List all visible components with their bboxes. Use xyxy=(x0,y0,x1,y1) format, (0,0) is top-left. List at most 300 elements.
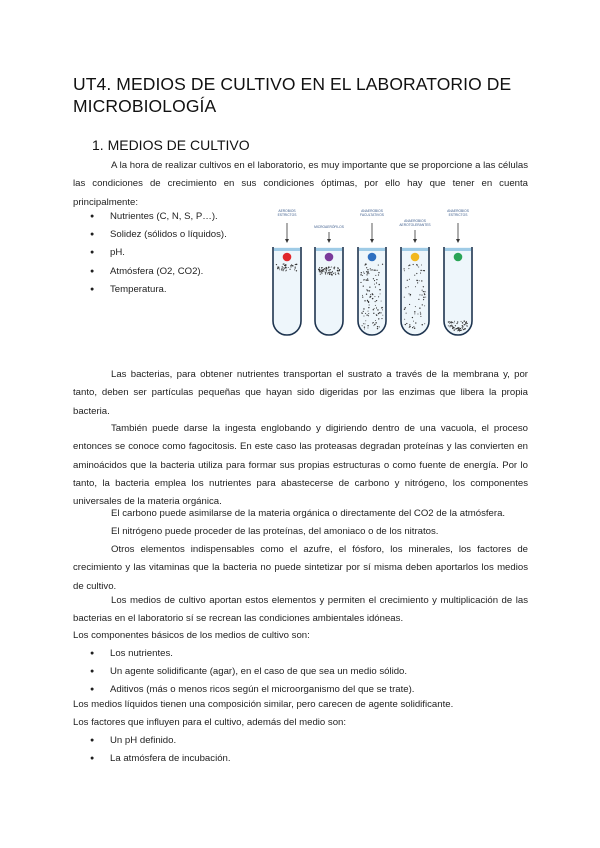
bacterial-growth-dot xyxy=(332,274,333,275)
bacterial-growth-dot xyxy=(374,269,375,270)
bacterial-growth-dot xyxy=(366,271,367,272)
intro-paragraph: A la hora de realizar cultivos en el laboratorio, es muy importante que se proporcione a las células las condiciones de crecimiento en sus condiciones óptimas, por ello hay que tener en cuenta principalmente: xyxy=(73,160,528,208)
bacterial-growth-dot xyxy=(424,293,425,294)
bacterial-growth-dot xyxy=(326,270,327,271)
bacterial-growth-dot xyxy=(331,274,332,275)
bacterial-growth-dot xyxy=(363,279,364,280)
bacterial-growth-dot xyxy=(466,325,467,326)
arrow-head xyxy=(285,239,289,243)
section-heading: 1. MEDIOS DE CULTIVO xyxy=(92,137,250,153)
bacterial-growth-dot xyxy=(374,308,375,309)
bacterial-growth-dot xyxy=(424,270,425,271)
bacterial-growth-dot xyxy=(409,304,410,305)
bacterial-growth-dot xyxy=(409,326,410,327)
bacterial-growth-dot xyxy=(283,270,284,271)
bacterial-growth-dot xyxy=(324,271,325,272)
bacterial-growth-dot xyxy=(282,266,283,267)
bacterial-growth-dot xyxy=(321,273,322,274)
medium-surface xyxy=(274,248,300,251)
bacterial-growth-dot xyxy=(323,269,324,270)
bacterial-growth-dot xyxy=(338,274,339,275)
bacterial-growth-dot xyxy=(360,282,361,283)
bacterial-growth-dot xyxy=(360,274,361,275)
bacterial-growth-dot xyxy=(332,272,333,273)
bacterial-growth-dot xyxy=(277,268,278,269)
bacterial-growth-dot xyxy=(289,269,290,270)
bacterial-growth-dot xyxy=(276,264,277,265)
bacterial-growth-dot xyxy=(376,308,377,309)
bacterial-growth-dot xyxy=(363,323,364,324)
bacterial-growth-dot xyxy=(291,264,292,265)
bacterial-growth-dot xyxy=(378,274,379,275)
bacterial-growth-dot xyxy=(368,307,369,308)
bacterial-growth-dot xyxy=(423,291,424,292)
bacterial-growth-dot xyxy=(362,275,363,276)
bacterial-growth-dot xyxy=(405,287,406,288)
bacterial-growth-dot xyxy=(281,270,282,271)
bacterial-growth-dot xyxy=(455,328,456,329)
bacterial-growth-dot xyxy=(424,323,425,324)
bacterial-growth-dot xyxy=(365,313,366,314)
bacterial-growth-dot xyxy=(378,265,379,266)
bacterial-growth-dot xyxy=(373,278,374,279)
bacterial-growth-dot xyxy=(326,271,327,272)
culture-factors-intro: Los factores que influyen para el cultivo, además del medio son: xyxy=(73,717,347,728)
bacterial-growth-dot xyxy=(373,309,374,310)
bacterial-growth-dot xyxy=(281,268,282,269)
tube-label: ESTRICTOS xyxy=(448,213,468,217)
bacterial-growth-dot xyxy=(319,270,320,271)
tube-label: ESTRICTOS xyxy=(277,213,297,217)
bacterial-growth-dot xyxy=(467,323,468,324)
bacterial-growth-dot xyxy=(364,273,365,274)
bacterial-growth-dot xyxy=(364,279,365,280)
bacterial-growth-dot xyxy=(466,321,467,322)
body-paragraph: El nitrógeno puede proceder de las proteínas, del amoniaco o de los nitratos. xyxy=(111,526,439,537)
bacterial-growth-dot xyxy=(330,269,331,270)
bacterial-growth-dot xyxy=(376,279,377,280)
bacterial-growth-dot xyxy=(457,321,458,322)
bacterial-growth-dot xyxy=(369,287,370,288)
bacterial-growth-dot xyxy=(283,263,284,264)
bacterial-growth-dot xyxy=(404,270,405,271)
bacterial-growth-dot xyxy=(365,320,366,321)
bacterial-growth-dot xyxy=(374,280,375,281)
bacterial-growth-dot xyxy=(405,307,406,308)
bacterial-growth-dot xyxy=(366,294,367,295)
bacterial-growth-dot xyxy=(373,322,374,323)
bacterial-growth-dot xyxy=(412,327,413,328)
bacterial-growth-dot xyxy=(364,300,365,301)
bacterial-growth-dot xyxy=(460,330,461,331)
bacterial-growth-dot xyxy=(404,319,405,320)
tube-label: MICROAERÓFILOS xyxy=(314,225,344,229)
bacterial-growth-dot xyxy=(424,291,425,292)
bacterial-growth-dot xyxy=(448,321,449,322)
bacterial-growth-dot xyxy=(406,323,407,324)
bacterial-growth-dot xyxy=(374,296,375,297)
bacterial-growth-dot xyxy=(410,295,411,296)
bacterial-growth-dot xyxy=(375,275,376,276)
bacterial-growth-dot xyxy=(410,294,411,295)
bacterial-growth-dot xyxy=(322,271,323,272)
bacterial-growth-dot xyxy=(373,325,374,326)
bacterial-growth-dot xyxy=(404,309,405,310)
bacterial-growth-dot xyxy=(325,274,326,275)
bacterial-growth-dot xyxy=(362,297,363,298)
bacterial-growth-dot xyxy=(451,325,452,326)
bacterial-growth-dot xyxy=(367,301,368,302)
medium-surface xyxy=(402,248,428,251)
bacterial-growth-dot xyxy=(416,264,417,265)
bacterial-growth-dot xyxy=(369,296,370,297)
bacterial-growth-dot xyxy=(380,293,381,294)
body-paragraph: El carbono puede asimilarse de la materia orgánica o directamente del CO2 de la atmósfera. xyxy=(111,508,506,519)
bacterial-growth-dot xyxy=(409,279,410,280)
tube-label: AEROTOLERANTES xyxy=(399,223,431,227)
bacterial-growth-dot xyxy=(278,267,279,268)
bacterial-growth-dot xyxy=(377,309,378,310)
bacterial-growth-dot xyxy=(288,267,289,268)
liquid-media-note: Los medios líquidos tienen una composición similar, pero carecen de agente solidificante. xyxy=(73,699,454,710)
organism-marker xyxy=(411,253,420,262)
bacterial-growth-dot xyxy=(378,272,379,273)
bacterial-growth-dot xyxy=(362,295,363,296)
bacterial-growth-dot xyxy=(423,286,424,287)
bacterial-growth-dot xyxy=(367,272,368,273)
bacterial-growth-dot xyxy=(422,304,423,305)
bacterial-growth-dot xyxy=(328,272,329,273)
bacterial-growth-dot xyxy=(456,323,457,324)
bacterial-growth-dot xyxy=(417,314,418,315)
bacterial-growth-dot xyxy=(382,264,383,265)
bacterial-growth-dot xyxy=(417,282,418,283)
bacterial-growth-dot xyxy=(286,267,287,268)
bacterial-growth-dot xyxy=(419,280,420,281)
bacterial-growth-dot xyxy=(450,325,451,326)
bacterial-growth-dot xyxy=(367,278,368,279)
bacterial-growth-dot xyxy=(381,301,382,302)
bacterial-growth-dot xyxy=(366,289,367,290)
bacterial-growth-dot xyxy=(423,299,424,300)
bacterial-growth-dot xyxy=(458,330,459,331)
bacterial-growth-dot xyxy=(367,269,368,270)
body-paragraph: Los medios de cultivo aportan estos elementos y permiten el crecimiento y multiplicación de las bacterias en el laboratorio sí se recrean las condiciones ambientales idóneas. xyxy=(73,595,528,625)
bacterial-growth-dot xyxy=(366,267,367,268)
bacterial-growth-dot xyxy=(328,266,329,267)
bacterial-growth-dot xyxy=(330,272,331,273)
bacterial-growth-dot xyxy=(368,327,369,328)
bacterial-growth-dot xyxy=(367,325,368,326)
bacterial-growth-dot xyxy=(415,286,416,287)
bacterial-growth-dot xyxy=(416,273,417,274)
bacterial-growth-dot xyxy=(462,322,463,323)
bacterial-growth-dot xyxy=(327,273,328,274)
tube-label: ANAEROBIOS xyxy=(404,219,426,223)
bacterial-growth-dot xyxy=(368,315,369,316)
bacterial-growth-dot xyxy=(457,327,458,328)
list-item: ● Los nutrientes. xyxy=(73,645,414,663)
bacterial-growth-dot xyxy=(414,275,415,276)
bacterial-growth-dot xyxy=(371,270,372,271)
bacterial-growth-dot xyxy=(364,328,365,329)
bacterial-growth-dot xyxy=(370,269,371,270)
bacterial-growth-dot xyxy=(413,326,414,327)
organism-marker xyxy=(368,253,377,262)
bacterial-growth-dot xyxy=(413,321,414,322)
bacterial-growth-dot xyxy=(409,264,410,265)
body-paragraph: También puede darse la ingesta englobando y digiriendo dentro de una vacuola, el proceso entonces se conoce como fagocitosis. En este caso las proteasas degradan proteínas y las convierten en aminoácidos que la bacteria utiliza para formar sus propias estructuras o como fuente de energía. Por lo tanto, la bacteria emplea los nutrientes para abastecerse de carbono y nitrógeno, los componentes universales de la materia orgánica. xyxy=(73,423,528,508)
bacterial-growth-dot xyxy=(381,307,382,308)
bacterial-growth-dot xyxy=(407,280,408,281)
bacterial-growth-dot xyxy=(296,270,297,271)
organism-marker xyxy=(325,253,334,262)
bacterial-growth-dot xyxy=(376,315,377,316)
bacterial-growth-dot xyxy=(335,272,336,273)
bacterial-growth-dot xyxy=(421,265,422,266)
bacterial-growth-dot xyxy=(417,265,418,266)
bacterial-growth-dot xyxy=(320,274,321,275)
list-item: ● Un pH definido. xyxy=(73,732,231,750)
bacterial-growth-dot xyxy=(450,322,451,323)
bacterial-growth-dot xyxy=(409,324,410,325)
bacterial-growth-dot xyxy=(333,273,334,274)
list-item: ● Solidez (sólidos o líquidos). xyxy=(73,226,227,244)
bacterial-growth-dot xyxy=(412,317,413,318)
bacterial-growth-dot xyxy=(332,271,333,272)
bacterial-growth-dot xyxy=(377,326,378,327)
bacterial-growth-dot xyxy=(419,294,420,295)
bacterial-growth-dot xyxy=(416,280,418,282)
list-item: ● pH. xyxy=(73,244,227,262)
list-item: ● Un agente solidificante (agar), en el caso de que sea un medio sólido. xyxy=(73,663,414,681)
bacterial-growth-dot xyxy=(376,300,377,301)
bacterial-growth-dot xyxy=(362,313,363,314)
bacterial-growth-dot xyxy=(451,324,452,325)
bacterial-growth-dot xyxy=(463,329,464,330)
bacterial-growth-dot xyxy=(279,269,280,270)
list-item: ● Atmósfera (O2, CO2). xyxy=(73,263,227,281)
arrow-head xyxy=(370,239,374,243)
bacterial-growth-dot xyxy=(370,268,371,269)
bacterial-growth-dot xyxy=(363,308,364,309)
bacterial-growth-dot xyxy=(378,296,379,297)
bacterial-growth-dot xyxy=(460,328,461,329)
bacterial-growth-dot xyxy=(365,263,366,264)
bacterial-growth-dot xyxy=(331,267,332,268)
bacterial-growth-dot xyxy=(325,272,326,273)
bacterial-growth-dot xyxy=(414,311,415,312)
document-title: UT4. MEDIOS DE CULTIVO EN EL LABORATORIO DE MICROBIOLOGÍA xyxy=(73,74,512,116)
bacterial-growth-dot xyxy=(455,325,456,326)
bacterial-growth-dot xyxy=(372,298,373,299)
body-paragraph: Las bacterias, para obtener nutrientes transportan el sustrato a través de la membrana y, por tanto, deben ser partículas pequeñas que hayan sido digeridas por las enzimas que libera la propia bacteria. xyxy=(73,369,528,417)
bacterial-growth-dot xyxy=(338,272,339,273)
bacterial-growth-dot xyxy=(382,309,383,310)
bacterial-growth-dot xyxy=(296,264,297,265)
bacterial-growth-dot xyxy=(373,313,374,314)
bacterial-growth-dot xyxy=(335,274,336,275)
bacterial-growth-dot xyxy=(368,269,369,270)
medium-surface xyxy=(445,248,471,251)
bacterial-growth-dot xyxy=(363,285,364,286)
bacterial-growth-dot xyxy=(361,272,362,273)
bacterial-growth-dot xyxy=(405,324,406,325)
bacterial-growth-dot xyxy=(368,273,369,274)
tube-label: AEROBIOS xyxy=(278,209,296,213)
bacterial-growth-dot xyxy=(333,267,334,268)
bacterial-growth-dot xyxy=(421,280,422,281)
bacterial-growth-dot xyxy=(453,322,454,323)
bacterial-growth-dot xyxy=(378,284,380,286)
bacterial-growth-dot xyxy=(448,325,449,326)
bacterial-growth-dot xyxy=(382,315,383,316)
bacterial-growth-dot xyxy=(379,326,380,327)
bacterial-growth-dot xyxy=(465,322,466,323)
bacterial-growth-dot xyxy=(369,290,370,291)
bacterial-growth-dot xyxy=(319,267,320,268)
bacterial-growth-dot xyxy=(415,306,416,307)
tube-label: FACULTATIVOS xyxy=(360,213,384,217)
bacterial-growth-dot xyxy=(375,301,376,302)
bacterial-growth-dot xyxy=(425,297,426,298)
bacterial-growth-dot xyxy=(375,320,376,321)
bacterial-growth-dot xyxy=(361,312,362,313)
bacterial-growth-dot xyxy=(420,312,421,313)
bacterial-growth-dot xyxy=(295,264,296,265)
bacterial-growth-dot xyxy=(423,297,424,298)
bacterial-growth-dot xyxy=(283,269,284,270)
arrow-head xyxy=(456,239,460,243)
bacterial-growth-dot xyxy=(367,271,368,272)
bacterial-growth-dot xyxy=(329,274,330,275)
bacterial-growth-dot xyxy=(363,311,364,312)
bacterial-growth-dot xyxy=(449,326,450,327)
bacterial-growth-dot xyxy=(374,284,375,285)
bacterial-growth-dot xyxy=(422,290,423,291)
bacterial-growth-dot xyxy=(420,273,421,274)
bacterial-growth-dot xyxy=(329,271,330,272)
bacterial-growth-dot xyxy=(378,313,379,314)
bacterial-growth-dot xyxy=(413,264,414,265)
bacterial-growth-dot xyxy=(381,318,382,319)
bacterial-growth-dot xyxy=(368,313,369,314)
bacterial-growth-dot xyxy=(376,307,377,308)
bacterial-growth-dot xyxy=(419,307,420,308)
bacterial-growth-dot xyxy=(404,297,405,298)
bacterial-growth-dot xyxy=(464,328,465,329)
list-item: ● Aditivos (más o menos ricos según el microorganismo del que se trate). xyxy=(73,681,414,699)
bacterial-growth-dot xyxy=(408,268,409,269)
bacterial-growth-dot xyxy=(422,324,423,325)
bacterial-growth-dot xyxy=(375,322,376,323)
bacterial-growth-dot xyxy=(364,327,365,328)
bacterial-growth-dot xyxy=(452,328,453,329)
bacterial-growth-dot xyxy=(380,289,381,290)
bacterial-growth-dot xyxy=(285,267,286,268)
bacterial-growth-dot xyxy=(458,328,459,329)
bacterial-growth-dot xyxy=(321,267,322,268)
bacterial-growth-dot xyxy=(414,313,415,314)
bacterial-growth-dot xyxy=(376,282,377,283)
bacterial-growth-dot xyxy=(380,312,381,313)
bacterial-growth-dot xyxy=(322,267,323,268)
bacterial-growth-dot xyxy=(294,269,295,270)
organism-marker xyxy=(283,253,292,262)
bacterial-growth-dot xyxy=(295,268,296,269)
bacterial-growth-dot xyxy=(377,270,378,271)
list-item: ● La atmósfera de incubación. xyxy=(73,750,231,768)
bacterial-growth-dot xyxy=(424,305,425,306)
bacterial-growth-dot xyxy=(454,321,455,322)
arrow-head xyxy=(413,239,417,243)
bacterial-growth-dot xyxy=(363,316,364,317)
bacterial-growth-dot xyxy=(420,313,421,314)
bacterial-growth-dot xyxy=(414,328,415,329)
bacterial-growth-dot xyxy=(283,267,284,268)
bacterial-growth-dot xyxy=(462,325,463,326)
bacterial-growth-dot xyxy=(290,266,291,267)
bacterial-growth-dot xyxy=(278,268,279,269)
bacterial-growth-dot xyxy=(418,299,419,300)
bacterial-growth-dot xyxy=(462,328,463,329)
bacterial-growth-dot xyxy=(461,321,462,322)
bacterial-growth-dot xyxy=(367,280,368,281)
bacterial-growth-dot xyxy=(408,286,409,287)
bacterial-growth-dot xyxy=(403,268,404,269)
bacterial-growth-dot xyxy=(420,316,421,317)
factors-list xyxy=(73,208,227,299)
medium-surface xyxy=(359,248,385,251)
bacterial-growth-dot xyxy=(321,270,322,271)
bacterial-growth-dot xyxy=(418,267,419,268)
bacterial-growth-dot xyxy=(319,268,320,269)
list-item: ● Temperatura. xyxy=(73,281,227,299)
bacterial-growth-dot xyxy=(378,318,379,319)
bacterial-growth-dot xyxy=(375,305,376,306)
culture-factors-list xyxy=(73,732,231,768)
arrow-head xyxy=(327,239,331,243)
list-item: ● Nutrientes (C, N, S, P…). xyxy=(73,208,227,226)
bacterial-growth-dot xyxy=(409,293,410,294)
bacterial-growth-dot xyxy=(415,322,416,323)
bacterial-growth-dot xyxy=(374,324,375,325)
bacterial-growth-dot xyxy=(364,323,365,324)
bacterial-growth-dot xyxy=(462,327,463,328)
bacterial-growth-dot xyxy=(377,328,378,329)
bacterial-growth-dot xyxy=(366,274,367,275)
bacterial-growth-dot xyxy=(369,304,370,305)
bacterial-growth-dot xyxy=(449,321,450,322)
bacterial-growth-dot xyxy=(337,270,338,271)
bacterial-growth-dot xyxy=(372,294,373,295)
bacterial-growth-dot xyxy=(284,265,285,266)
bacterial-growth-dot xyxy=(420,270,421,271)
bacterial-growth-dot xyxy=(406,313,407,314)
oxygen-requirement-tubes-figure xyxy=(268,207,490,341)
bacterial-growth-dot xyxy=(339,269,340,270)
bacterial-growth-dot xyxy=(370,294,371,295)
bacterial-growth-dot xyxy=(421,294,422,295)
bacterial-growth-dot xyxy=(457,330,458,331)
bacterial-growth-dot xyxy=(363,272,364,273)
bacterial-growth-dot xyxy=(326,267,327,268)
tube-label: ANAEROBIOS xyxy=(361,209,383,213)
bacterial-growth-dot xyxy=(286,270,287,271)
bacterial-growth-dot xyxy=(464,320,465,321)
bacterial-growth-dot xyxy=(368,301,369,302)
bacterial-growth-dot xyxy=(292,265,293,266)
